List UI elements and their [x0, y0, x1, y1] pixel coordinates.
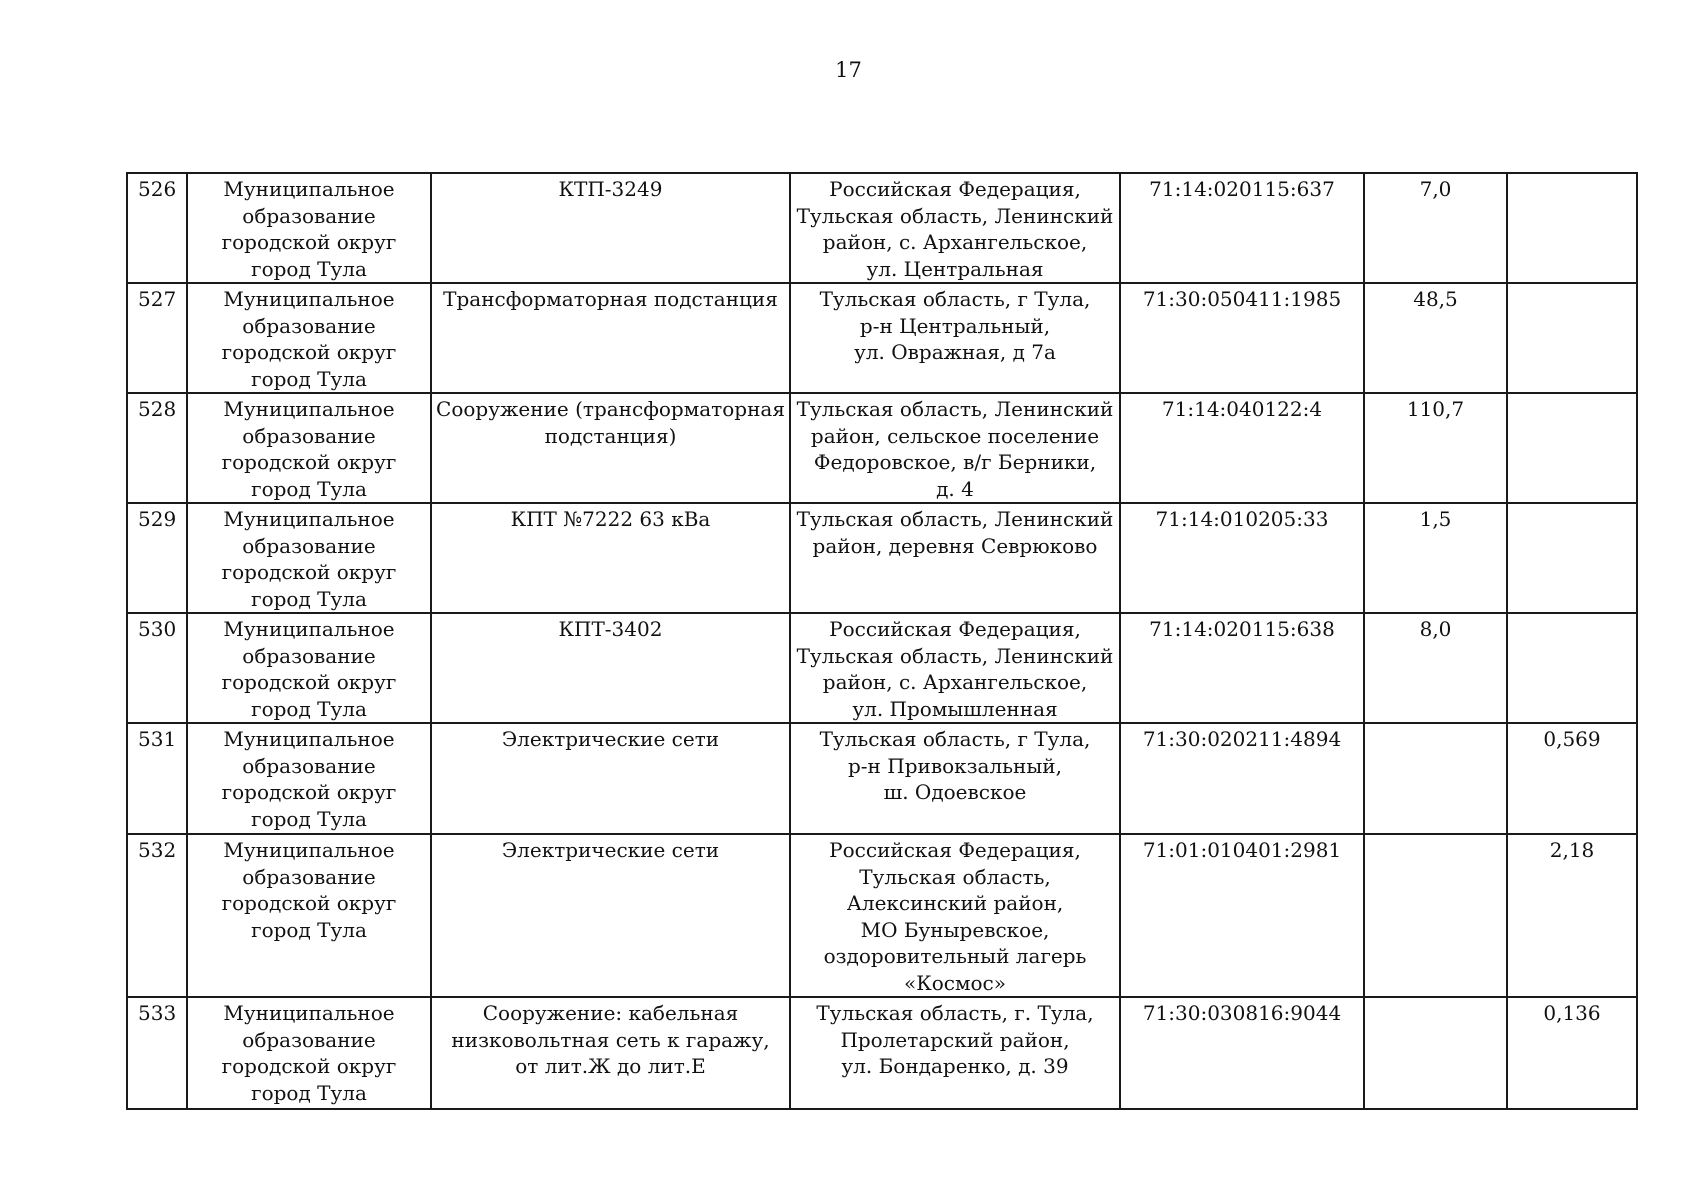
- row-number-cell: 528: [127, 393, 187, 503]
- table-body: [127, 173, 1637, 1109]
- area-cell: [1364, 997, 1507, 1109]
- cadastral-number-cell: 71:14:020115:638: [1120, 613, 1364, 723]
- area-cell: 8,0: [1364, 613, 1507, 723]
- address-cell: Российская Федерация, Тульская область, Ленинский район, с. Архангельское, ул. Промышленная: [790, 613, 1120, 723]
- owner-cell: Муниципальное образование городской округ город Тула: [187, 173, 431, 283]
- length-cell: 0,136: [1507, 997, 1637, 1109]
- table-row: [127, 393, 1637, 503]
- table-row: [127, 503, 1637, 613]
- row-number-cell: 532: [127, 834, 187, 997]
- table-row: [127, 613, 1637, 723]
- address-cell: Тульская область, г Тула, р-н Центральный, ул. Овражная, д 7а: [790, 283, 1120, 393]
- length-cell: [1507, 503, 1637, 613]
- row-number-cell: 533: [127, 997, 187, 1109]
- row-number-cell: 526: [127, 173, 187, 283]
- address-cell: Тульская область, г. Тула, Пролетарский район, ул. Бондаренко, д. 39: [790, 997, 1120, 1109]
- area-cell: 1,5: [1364, 503, 1507, 613]
- address-cell: Российская Федерация, Тульская область, Алексинский район, МО Бунырeвское, оздоровительный лагерь «Космос»: [790, 834, 1120, 997]
- table-row: [127, 834, 1637, 997]
- area-cell: 7,0: [1364, 173, 1507, 283]
- address-cell: Тульская область, Ленинский район, сельское поселение Федоровское, в/г Берники, д. 4: [790, 393, 1120, 503]
- property-registry-table: [126, 172, 1638, 1110]
- cadastral-number-cell: 71:30:020211:4894: [1120, 723, 1364, 834]
- object-name-cell: Трансформаторная подстанция: [431, 283, 790, 393]
- object-name-cell: Сооружение: кабельная низковольтная сеть к гаражу, от лит.Ж до лит.Е: [431, 997, 790, 1109]
- object-name-cell: КПТ №7222 63 кВа: [431, 503, 790, 613]
- area-cell: [1364, 723, 1507, 834]
- cadastral-number-cell: 71:01:010401:2981: [1120, 834, 1364, 997]
- owner-cell: Муниципальное образование городской округ город Тула: [187, 997, 431, 1109]
- area-cell: [1364, 834, 1507, 997]
- cadastral-number-cell: 71:14:010205:33: [1120, 503, 1364, 613]
- table-row: [127, 723, 1637, 834]
- cadastral-number-cell: 71:14:020115:637: [1120, 173, 1364, 283]
- page-number: 17: [835, 58, 862, 82]
- object-name-cell: Сооружение (трансформаторная подстанция): [431, 393, 790, 503]
- object-name-cell: КТП-3249: [431, 173, 790, 283]
- length-cell: [1507, 173, 1637, 283]
- owner-cell: Муниципальное образование городской округ город Тула: [187, 834, 431, 997]
- owner-cell: Муниципальное образование городской округ город Тула: [187, 723, 431, 834]
- row-number-cell: 530: [127, 613, 187, 723]
- object-name-cell: Электрические сети: [431, 834, 790, 997]
- owner-cell: Муниципальное образование городской округ город Тула: [187, 393, 431, 503]
- owner-cell: Муниципальное образование городской округ город Тула: [187, 503, 431, 613]
- row-number-cell: 529: [127, 503, 187, 613]
- object-name-cell: Электрические сети: [431, 723, 790, 834]
- cadastral-number-cell: 71:30:050411:1985: [1120, 283, 1364, 393]
- area-cell: 48,5: [1364, 283, 1507, 393]
- address-cell: Тульская область, Ленинский район, деревня Севрюково: [790, 503, 1120, 613]
- length-cell: [1507, 393, 1637, 503]
- address-cell: Тульская область, г Тула, р-н Привокзальный, ш. Одоевское: [790, 723, 1120, 834]
- length-cell: [1507, 613, 1637, 723]
- owner-cell: Муниципальное образование городской округ город Тула: [187, 283, 431, 393]
- table-row: [127, 997, 1637, 1109]
- cadastral-number-cell: 71:30:030816:9044: [1120, 997, 1364, 1109]
- length-cell: [1507, 283, 1637, 393]
- address-cell: Российская Федерация, Тульская область, Ленинский район, с. Архангельское, ул. Центральная: [790, 173, 1120, 283]
- table-row: [127, 173, 1637, 283]
- cadastral-number-cell: 71:14:040122:4: [1120, 393, 1364, 503]
- owner-cell: Муниципальное образование городской округ город Тула: [187, 613, 431, 723]
- object-name-cell: КПТ-3402: [431, 613, 790, 723]
- area-cell: 110,7: [1364, 393, 1507, 503]
- row-number-cell: 531: [127, 723, 187, 834]
- length-cell: 0,569: [1507, 723, 1637, 834]
- row-number-cell: 527: [127, 283, 187, 393]
- length-cell: 2,18: [1507, 834, 1637, 997]
- table-row: [127, 283, 1637, 393]
